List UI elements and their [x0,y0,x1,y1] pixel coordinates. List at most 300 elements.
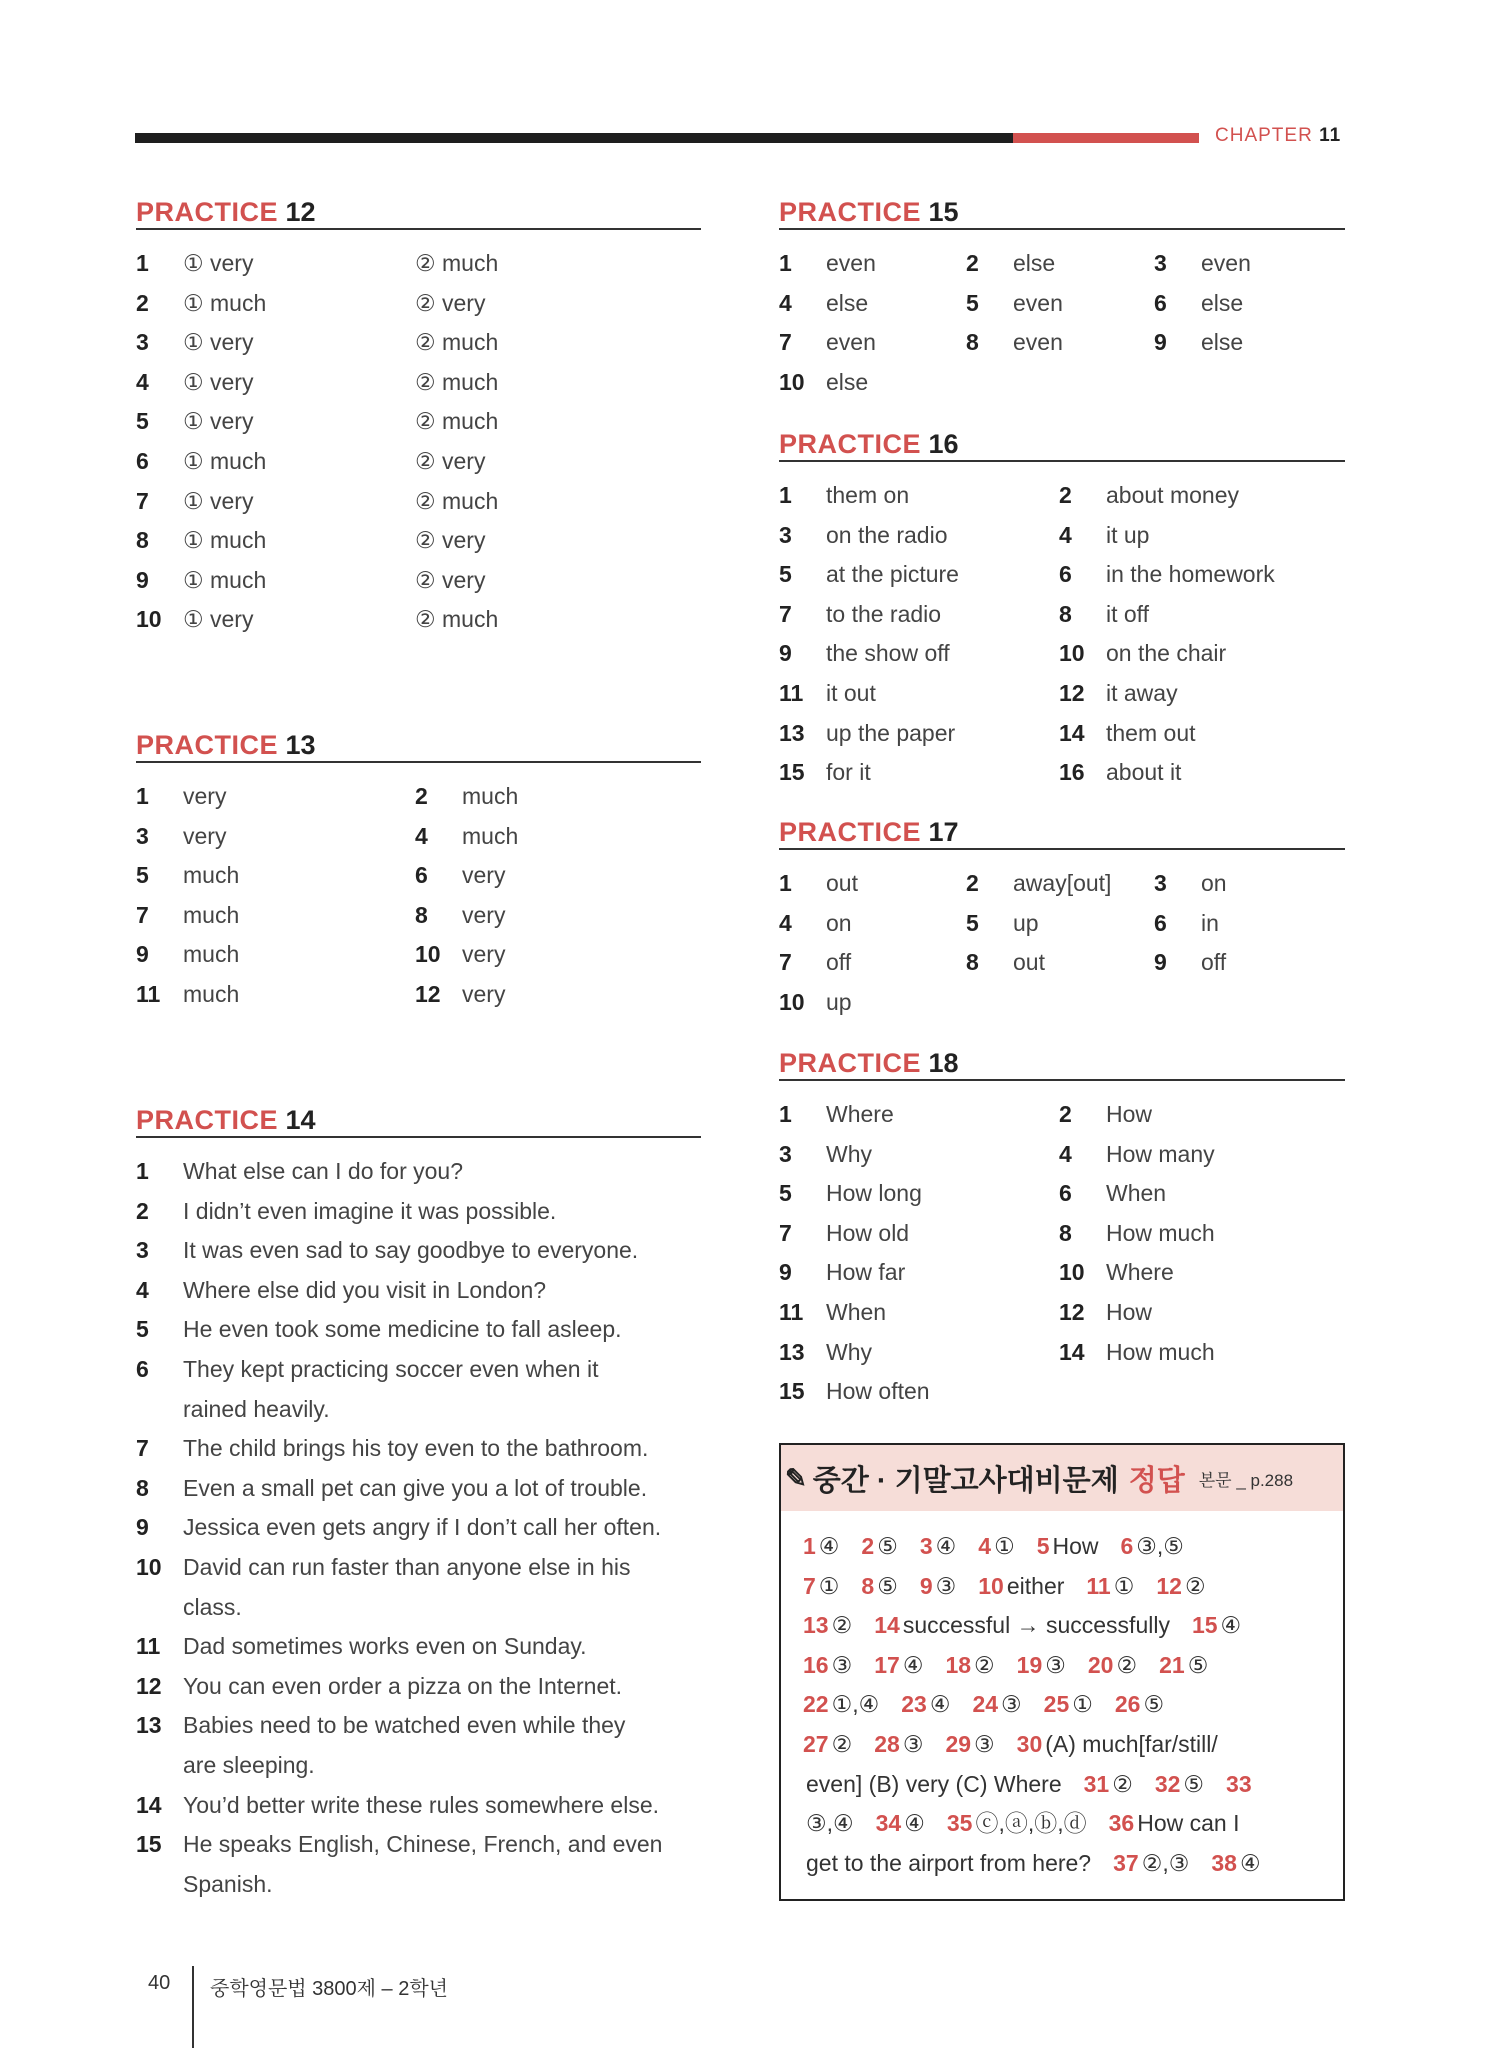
answer-key-item [1109,1810,1240,1836]
answer-row [779,595,1345,635]
item-answer: How far [826,1259,906,1286]
item-number: 9 [1154,949,1167,976]
answer-row [779,1372,1345,1412]
answer-item [779,1135,1059,1175]
item-answer: very [183,783,227,809]
question-answer: ③,⑤ [1136,1533,1184,1559]
item-answer: very [462,980,506,1007]
section-title [136,194,701,230]
question-answer: ④ [935,1533,957,1559]
answer-key-item [1017,1652,1066,1678]
answer-item [966,904,1154,944]
question-answer: ① [1072,1691,1093,1718]
item-number: 1 [779,1101,792,1127]
question-answer: ① [818,1572,840,1599]
answer-key-item [861,1573,897,1599]
question-number: 26 [1114,1691,1141,1718]
item-number [368,284,415,324]
item-answer: about money [1106,482,1239,508]
item-number: 6 [136,1355,149,1382]
item-answer: else [826,368,869,395]
answer-key-item [978,1573,1064,1599]
item-number: 12 [136,1672,162,1699]
answer-item [1059,714,1344,754]
item-number: 7 [136,487,149,514]
question-number: 31 [1083,1770,1110,1797]
question-number: 32 [1154,1770,1181,1797]
item-number [368,402,415,442]
item-answer: much [183,862,240,889]
answer-row [779,476,1345,516]
answer-key-item [1113,1850,1189,1876]
item-number: 1 [779,482,792,508]
answer-item [368,561,600,601]
answer-row [136,1865,701,1905]
answer-item [368,244,600,284]
item-answer: ① very [183,487,254,514]
answer-row [136,1548,701,1588]
answer-row [779,244,1345,284]
item-number: 4 [1059,521,1072,548]
answer-item [1154,904,1344,944]
question-answer: ③ [1045,1651,1066,1678]
section-title [779,194,1345,230]
item-answer: very [462,941,506,968]
item-number: 10 [136,606,162,633]
section-number: 18 [928,1048,959,1078]
question-answer: ⑤ [877,1533,898,1559]
answer-row [136,1310,701,1350]
question-answer: ①,④ [831,1691,880,1718]
item-number: 7 [136,901,149,928]
answer-item [136,1231,701,1271]
item-answer: I didn’t even imagine it was possible. [183,1197,557,1224]
answer-row [136,817,701,857]
answer-key-item [1121,1533,1184,1559]
item-number: 11 [136,980,161,1007]
answer-key-row [803,1606,1343,1646]
question-number: 16 [803,1651,829,1678]
question-answer: ③ [902,1730,924,1757]
answer-item [1059,1253,1344,1293]
item-answer: off [826,949,852,976]
item-number: 5 [966,289,979,316]
item-answer: on [1201,870,1227,896]
question-number: 19 [1016,1651,1043,1678]
answer-item [415,856,694,896]
question-answer: ② [831,1612,853,1639]
item-number: 9 [1154,329,1167,356]
question-number: 8 [861,1572,875,1599]
answer-row [136,1192,701,1232]
chapter-number: 11 [1319,125,1342,146]
item-number [368,244,415,284]
item-number: 3 [136,329,149,356]
item-number [368,561,415,601]
item-number: 7 [779,600,792,627]
item-number [368,482,415,522]
answer-key-item [1226,1771,1255,1797]
item-answer: it off [1106,600,1150,627]
question-number: 9 [919,1572,933,1599]
answer-item [136,521,368,561]
answer-row [136,1390,701,1430]
question-answer: ② [831,1730,853,1757]
answer-key-item [945,1731,994,1757]
item-number: 4 [415,822,428,849]
section-number: 17 [928,817,959,847]
question-answer: ② [1112,1770,1133,1797]
item-answer: them out [1106,719,1196,746]
header-bar [135,133,1013,143]
item-answer: else [1013,250,1056,276]
answer-key-item [972,1691,1021,1717]
answer-item [779,634,1059,674]
answer-key-item [803,1652,852,1678]
answer-key-item [1044,1691,1093,1717]
item-answer: them on [826,482,910,508]
answer-item [368,600,600,640]
answer-row [136,1825,701,1865]
item-number [368,363,415,403]
question-answer: ④ [1220,1612,1242,1639]
section-label: PRACTICE [136,1105,279,1135]
answer-item [966,864,1154,904]
answer-key-item [874,1612,1170,1638]
item-answer: out [826,870,858,896]
item-number: 9 [136,1514,149,1541]
question-number: 37 [1113,1849,1139,1876]
item-number: 3 [779,521,792,548]
item-number: 14 [1059,1338,1085,1365]
answer-key-item [978,1533,1014,1559]
answer-row [136,896,701,936]
item-number: 1 [136,250,149,276]
item-answer: Where [1106,1259,1174,1286]
answer-key-item [803,1810,854,1836]
answer-item [136,1310,701,1350]
answer-key-row [803,1804,1343,1844]
section-p18 [779,1045,1345,1412]
item-number: 6 [136,447,149,474]
item-number: 9 [136,566,149,593]
item-answer: the show off [826,640,950,667]
item-number [136,1746,183,1786]
answer-item [415,777,694,817]
item-answer: much [183,980,240,1007]
item-number: 5 [136,862,149,889]
answer-row [779,904,1345,944]
item-number: 5 [136,1316,149,1343]
item-answer: even [826,329,876,356]
item-number: 8 [966,329,979,356]
item-answer: off [1201,949,1227,976]
answer-row [779,1174,1345,1214]
item-number: 2 [415,783,428,809]
answer-box-title: 중간 · 기말고사대비문제 [812,1464,1119,1497]
answer-item [779,1214,1059,1254]
question-answer: ③ [974,1730,995,1757]
answer-item [136,1865,701,1905]
answer-key-item [1084,1771,1133,1797]
answer-item [136,975,415,1015]
answer-row [779,1253,1345,1293]
item-number: 3 [1154,250,1167,276]
question-answer: ③ [935,1572,957,1599]
answer-row [779,864,1345,904]
answer-item [136,1548,701,1588]
answer-item [136,1350,701,1390]
answer-row [779,284,1345,324]
item-answer: even [1013,289,1063,316]
item-answer: How [1106,1298,1153,1325]
item-answer: it away [1106,679,1178,706]
item-answer: Dad sometimes works even on Sunday. [183,1633,587,1660]
question-number: 5 [1036,1533,1050,1559]
item-answer: ② much [415,487,499,514]
question-number: 28 [874,1730,900,1757]
answer-box-title-red: 정답 [1128,1464,1185,1497]
answer-row [779,943,1345,983]
item-answer: It was even sad to say goodbye to everyone. [183,1237,639,1264]
question-number: 27 [803,1730,829,1757]
section-number: 14 [285,1105,316,1135]
item-answer: He speaks English, Chinese, French, and even [183,1831,663,1858]
answer-row [136,856,701,896]
answer-key-item [920,1533,956,1559]
answer-item [1154,864,1344,904]
question-answer: ④ [902,1651,924,1678]
item-number: 4 [779,909,792,936]
answer-row [136,323,701,363]
answer-item [136,363,368,403]
answer-item [966,943,1154,983]
question-number: 4 [978,1533,992,1559]
question-answer: ③ [1001,1691,1022,1718]
item-answer: David can run faster than anyone else in his [183,1553,631,1580]
item-answer: in the homework [1106,561,1275,588]
answer-item [136,600,368,640]
question-answer: ⓒ,ⓐ,ⓑ,ⓓ [975,1810,1087,1837]
answer-item [966,244,1154,284]
item-answer: ② much [415,408,499,435]
item-answer: Where [826,1101,894,1127]
item-number: 1 [779,250,792,276]
item-answer: ① much [183,566,267,593]
answer-key-row [803,1765,1343,1805]
question-number: 35 [946,1810,973,1837]
item-answer: When [1106,1180,1167,1207]
answer-item [779,476,1059,516]
item-answer: They kept practicing soccer even when it [183,1355,599,1382]
answer-key-item [1192,1612,1241,1638]
answer-row [136,521,701,561]
item-number: 6 [415,862,428,889]
section-number: 16 [928,429,959,459]
item-number: 12 [415,980,441,1007]
item-number: 5 [779,561,792,588]
item-number: 1 [779,870,792,896]
question-answer: ④ [904,1810,925,1837]
header-bar-accent [1013,133,1199,143]
item-answer: ① very [183,250,254,276]
answer-item [368,363,600,403]
item-answer: How often [826,1378,930,1405]
item-number: 15 [779,1378,805,1405]
answer-item [136,1746,701,1786]
answer-box-ref: 본문 _ p.288 [1198,1470,1294,1490]
question-number: 25 [1043,1691,1070,1718]
item-answer: ① much [183,447,267,474]
item-answer: Even a small pet can give you a lot of trouble. [183,1474,648,1501]
page-number: 40 [148,1972,171,1994]
item-answer: You’d better write these rules somewhere else. [183,1791,660,1818]
item-number: 2 [966,250,979,276]
item-answer: on the chair [1106,640,1227,667]
section-p13 [136,727,701,1015]
item-number: 1 [136,1158,149,1184]
answer-key-item [1156,1573,1205,1599]
answer-row [779,714,1345,754]
answer-item [779,674,1059,714]
answer-row [779,1135,1345,1175]
question-answer: ⑤ [1143,1691,1165,1718]
answer-item [779,363,966,403]
answer-key-item [1211,1850,1260,1876]
item-answer: up [826,988,852,1015]
item-answer: much [462,822,519,849]
item-answer: How old [826,1219,910,1246]
item-answer: How many [1106,1140,1215,1167]
item-answer: How [1106,1101,1153,1127]
section-label: PRACTICE [779,197,922,227]
item-number: 12 [1059,679,1085,706]
item-answer: How long [826,1180,922,1207]
question-answer: How [1052,1533,1099,1559]
answer-box [779,1443,1345,1901]
answer-key-item [1086,1573,1134,1599]
item-answer: much [183,901,240,928]
answer-row [136,442,701,482]
item-answer: Babies need to be watched even while they [183,1712,626,1739]
item-answer: ① very [183,408,254,435]
item-number [368,442,415,482]
item-answer: much [183,941,240,968]
answer-key-item [803,1850,1091,1876]
section-title [136,1102,701,1138]
answer-item [779,1293,1059,1333]
answer-row [136,482,701,522]
question-answer: ②,③ [1141,1849,1190,1876]
answer-row [136,1746,701,1786]
answer-item [136,1152,701,1192]
answer-row [136,284,701,324]
item-number: 3 [1154,870,1167,896]
answer-key-item [1017,1731,1218,1757]
answer-key-row [803,1646,1343,1686]
item-number: 10 [415,941,441,968]
answer-key-item [1037,1533,1099,1559]
question-number: 36 [1108,1810,1135,1837]
answer-item [779,1174,1059,1214]
answer-item [779,753,1059,793]
answer-item [136,1627,701,1667]
answer-row [136,1508,701,1548]
answer-row [136,1231,701,1271]
answer-item [136,1786,701,1826]
question-answer: ⑤ [877,1572,898,1599]
answer-row [136,600,701,640]
answer-item [779,904,966,944]
item-number: 7 [779,949,792,976]
answer-key-item [945,1652,994,1678]
chapter-word: CHAPTER [1215,125,1313,146]
item-number: 3 [136,822,149,849]
answer-row [136,935,701,975]
item-number [136,1390,183,1430]
answer-key-row [803,1725,1343,1765]
item-answer: about it [1106,759,1182,786]
section-p15 [779,194,1345,402]
item-answer: up [1013,909,1039,936]
question-answer: successful → successfully [902,1612,1170,1639]
chapter-label [1215,125,1341,147]
answer-item [779,284,966,324]
answer-item [779,1095,1059,1135]
item-number: 6 [1059,1180,1072,1207]
item-number: 8 [136,527,149,554]
answer-item [779,983,966,1023]
item-number: 7 [779,1219,792,1246]
answer-item [136,1271,701,1311]
book-title: 중학영문법 3800제 – 2학년 [210,1978,448,2000]
answer-item [136,1508,701,1548]
item-answer: away[out] [1013,870,1112,896]
item-answer: are sleeping. [183,1751,315,1778]
answer-item [1059,1174,1344,1214]
answer-key-row [803,1567,1343,1607]
answer-item [136,244,368,284]
answer-item [368,482,600,522]
item-number: 15 [136,1831,162,1858]
answer-row [136,777,701,817]
answer-item [779,943,966,983]
question-number: 13 [803,1612,829,1639]
question-number: 22 [803,1691,829,1718]
question-answer: ② [974,1651,995,1678]
item-number: 16 [1059,759,1085,786]
answer-item [368,521,600,561]
section-p17 [779,814,1345,1022]
question-number: 21 [1159,1651,1185,1678]
item-answer: How much [1106,1219,1215,1246]
item-number: 8 [136,1474,149,1501]
answer-item [1154,943,1344,983]
answer-row [136,1152,701,1192]
item-answer: You can even order a pizza on the Internet. [183,1672,623,1699]
answer-key-item [803,1691,879,1717]
answer-key-item [947,1810,1087,1836]
answer-item [136,1429,701,1469]
answer-item [1059,1214,1344,1254]
item-number [136,1588,183,1628]
answer-item [779,595,1059,635]
answer-item [136,561,368,601]
item-number: 4 [779,289,792,316]
footer-divider [192,1966,194,2048]
section-title [136,727,701,763]
answer-item [136,1390,701,1430]
